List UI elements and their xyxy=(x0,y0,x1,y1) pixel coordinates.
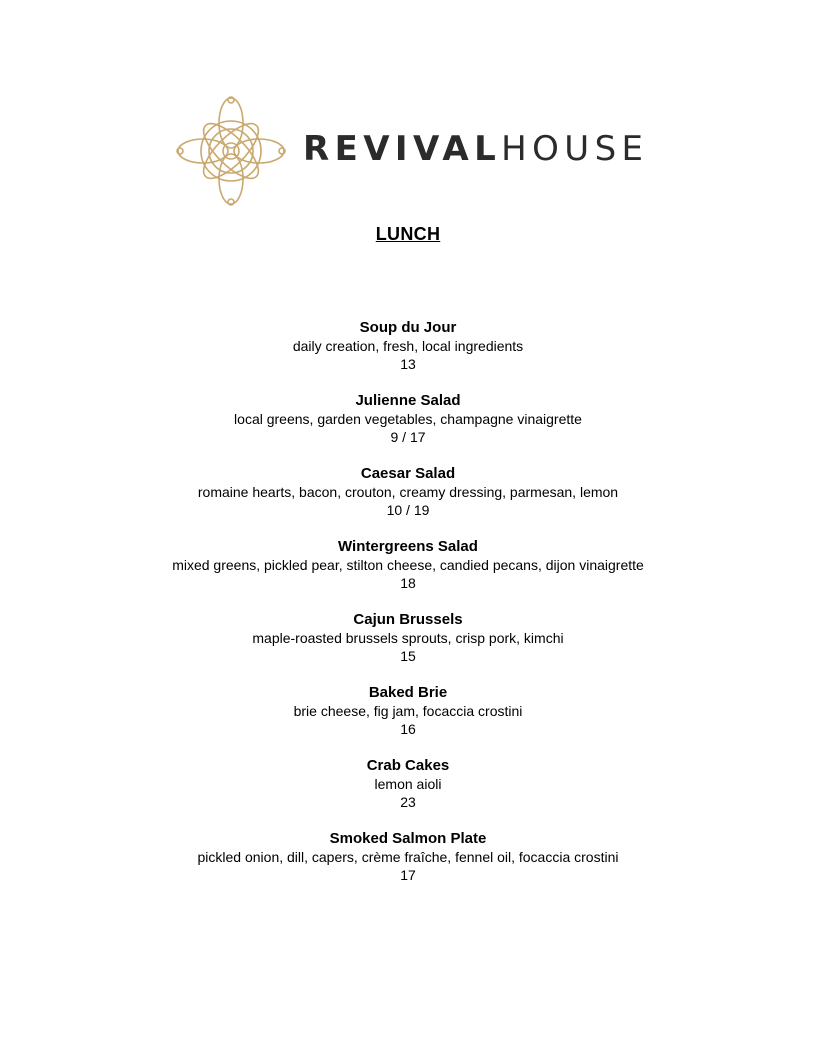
menu-list xyxy=(0,318,816,902)
section-title: LUNCH xyxy=(375,224,441,244)
menu-item xyxy=(0,318,816,391)
menu-item xyxy=(0,610,816,683)
menu-item-price: 13 xyxy=(400,356,416,372)
menu-item-price: 9 / 17 xyxy=(390,429,426,445)
menu-item-price: 10 / 19 xyxy=(386,502,430,518)
menu-item-name: Baked Brie xyxy=(368,684,448,701)
menu-item-description: local greens, garden vegetables, champagne vinaigrette xyxy=(234,411,582,427)
menu-item-name: Smoked Salmon Plate xyxy=(329,830,487,847)
menu-item-name: Wintergreens Salad xyxy=(338,538,478,555)
menu-item-description: pickled onion, dill, capers, crème fraîche, fennel oil, focaccia crostini xyxy=(197,849,619,865)
menu-item-description: daily creation, fresh, local ingredients xyxy=(292,338,524,354)
menu-item-name: Cajun Brussels xyxy=(353,611,463,628)
menu-item-name: Crab Cakes xyxy=(366,757,450,774)
menu-item-description: lemon aioli xyxy=(374,776,442,792)
menu-item-name: Caesar Salad xyxy=(360,465,456,482)
menu-item-price: 23 xyxy=(400,794,416,810)
menu-item xyxy=(0,537,816,610)
menu-item-description: brie cheese, fig jam, focaccia crostini xyxy=(293,703,523,719)
brand-name xyxy=(303,129,648,169)
brand-logo xyxy=(176,96,649,208)
menu-item-price: 16 xyxy=(400,721,416,737)
brand-name-secondary: HOUSE xyxy=(501,129,649,169)
menu-item xyxy=(0,391,816,464)
menu-item xyxy=(0,683,816,756)
menu-item-description: romaine hearts, bacon, crouton, creamy dressing, parmesan, lemon xyxy=(197,484,619,500)
menu-item xyxy=(0,756,816,829)
ornamental-knot-icon xyxy=(176,96,286,206)
menu-item-price: 15 xyxy=(400,648,416,664)
menu-item-description: mixed greens, pickled pear, stilton cheese, candied pecans, dijon vinaigrette xyxy=(172,557,644,573)
menu-item xyxy=(0,464,816,537)
menu-item xyxy=(0,829,816,902)
menu-item-name: Julienne Salad xyxy=(355,392,461,409)
menu-item-name: Soup du Jour xyxy=(359,319,457,336)
menu-item-price: 18 xyxy=(400,575,416,591)
menu-item-price: 17 xyxy=(400,867,416,883)
menu-item-description: maple-roasted brussels sprouts, crisp pork, kimchi xyxy=(252,630,564,646)
brand-name-primary: REVIVAL xyxy=(303,129,502,169)
